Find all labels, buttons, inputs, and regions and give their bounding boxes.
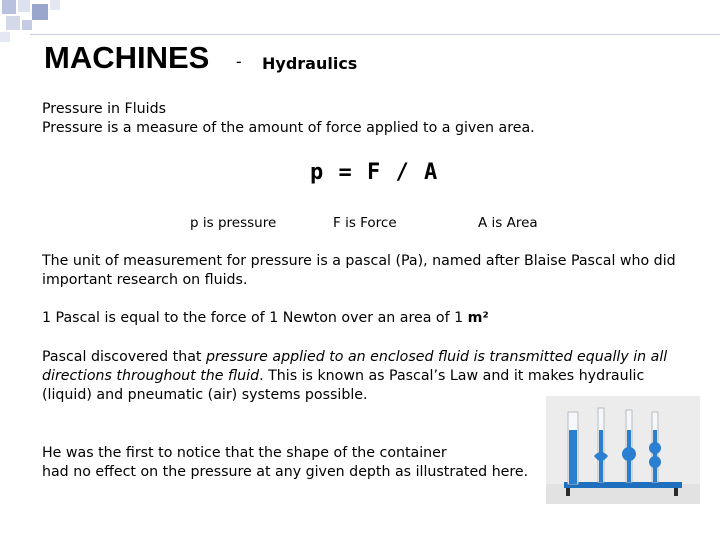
deco-square [0, 32, 10, 42]
square-meter-unit: m² [467, 310, 489, 326]
variable-symbol: p [190, 215, 199, 231]
variable-symbol: A [478, 215, 488, 231]
variable-meaning: is Area [491, 215, 538, 231]
deco-square [50, 0, 60, 10]
shape-line-1: He was the first to notice that the shape of the container [42, 445, 447, 461]
pascal-vases-photo [546, 396, 700, 504]
pascals-law-name: Pascal’s Law [389, 368, 479, 384]
variable-a [478, 215, 538, 231]
deco-square [22, 20, 32, 30]
page-subtitle: Hydraulics [262, 54, 358, 73]
pascal-emphasis: Pa [55, 310, 73, 326]
pressure-definition: Pressure is a measure of the amount of force applied to a given area. [42, 120, 535, 136]
law-statement: pressure applied to an enclosed fluid is transmitted equally in all directions throughout the fluid [42, 349, 668, 384]
variable-p [190, 215, 276, 231]
pascal-vases-illustration [546, 396, 700, 504]
pascal-definition [42, 309, 489, 328]
law-text: and it makes hydraulic (liquid) and [42, 368, 645, 403]
section-heading: Pressure in Fluids [42, 101, 166, 117]
deco-square [32, 4, 48, 20]
newton-emphasis: N [282, 310, 294, 326]
pascal-text: 1 [42, 310, 56, 326]
unit-text-end: who did important research on fluids. [42, 253, 676, 288]
blaise-pascal-name: Blaise Pascal [524, 253, 616, 269]
variable-meaning: is Force [345, 215, 397, 231]
page-title: MACHINES [44, 40, 210, 75]
law-text: Pascal discovered that [42, 349, 206, 365]
unit-paragraph [42, 252, 682, 290]
law-text: . This is known as [259, 368, 390, 384]
law-text: (air) systems possible. [203, 387, 368, 403]
variable-meaning: is pressure [202, 215, 277, 231]
pascal-text: ewton over an area of 1 [293, 310, 468, 326]
unit-text: The unit of measurement for pressure is a pascal (Pa), named after [42, 253, 524, 269]
deco-square [18, 0, 30, 12]
deco-square [6, 16, 20, 30]
deco-square [2, 0, 16, 14]
title-separator: - [236, 52, 242, 71]
variable-symbol: F [333, 215, 341, 231]
container-shape-paragraph [42, 444, 562, 482]
variable-f [333, 215, 397, 231]
pressure-formula: p = F / A [310, 160, 439, 185]
pascal-text: scal is equal to the force of 1 [72, 310, 283, 326]
header-rule [30, 34, 720, 35]
shape-line-2: had no effect on the pressure at any given depth as illustrated here. [42, 464, 529, 480]
pneumatic-word: pneumatic [127, 387, 204, 403]
